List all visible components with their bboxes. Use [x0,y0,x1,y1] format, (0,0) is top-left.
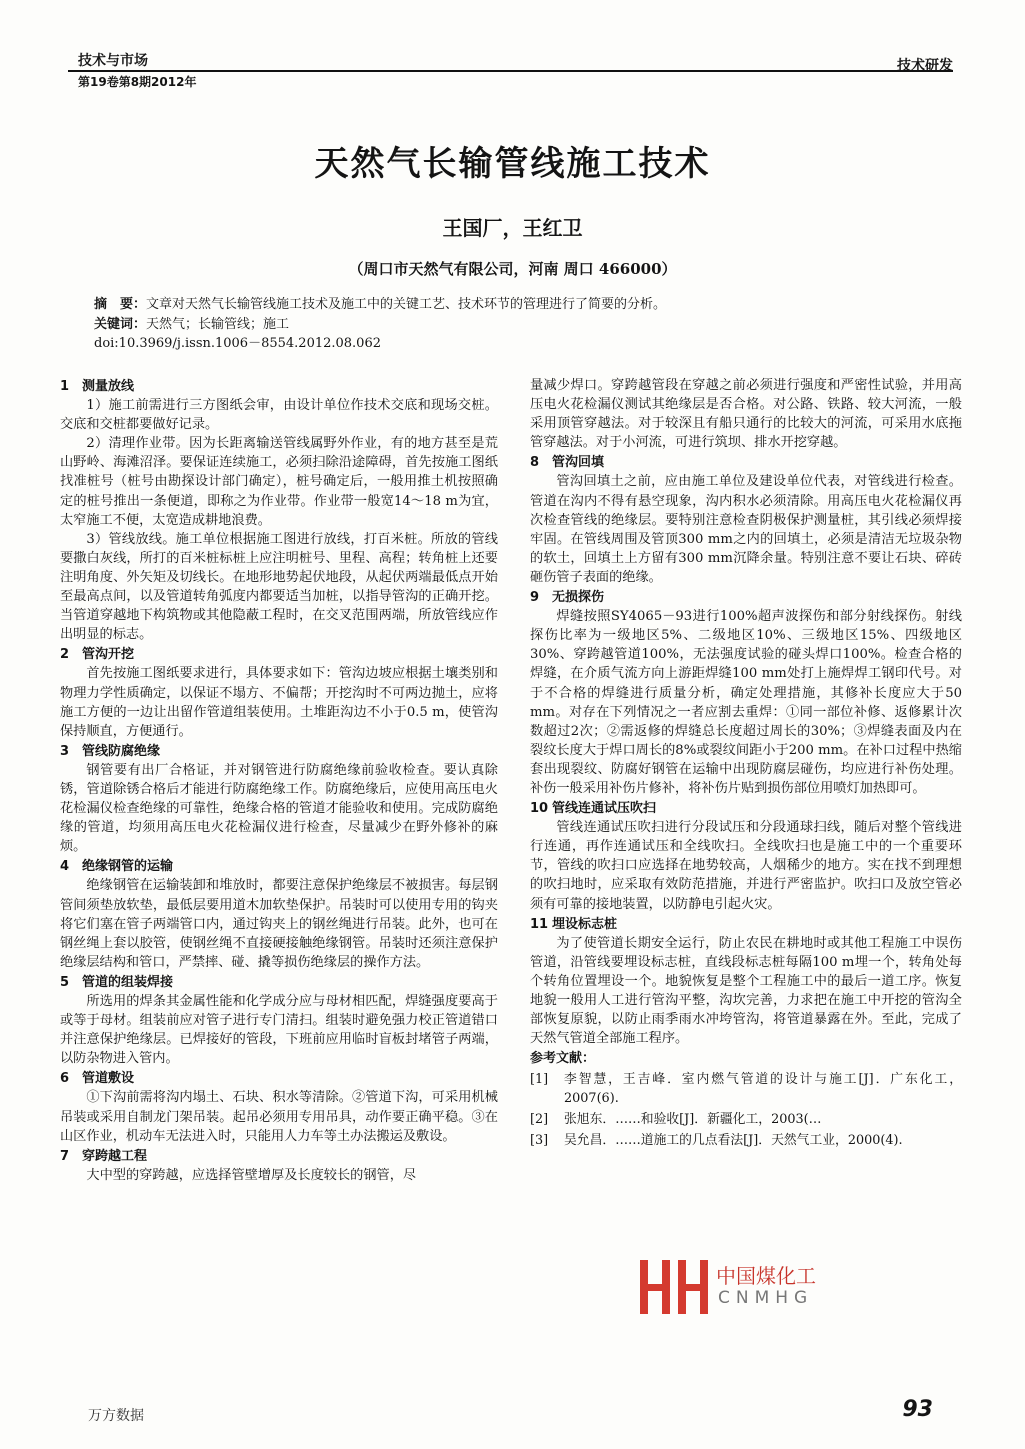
section-heading [530,915,962,934]
section-title: 管沟开挖 [82,647,135,663]
section-heading [60,742,498,761]
paragraph: ①下沟前需将沟内塌土、石块、积水等清除。②管道下沟，可采用机械吊装或采用自制龙门架吊装。起吊必须用专用吊具，动作要正确平稳。③在山区作业，机动车无法进入时，只能用人力车等土办法搬运及敷设。 [60,1090,498,1144]
paragraph: 焊缝按照SY4065－93进行100%超声波探伤和部分射线探伤。射线探伤比率为一级地区5%、二级地区10%、三级地区15%、四级地区30%、穿跨越管道100%，无法强度试验的碰头焊口100%。检查合格的焊缝，在介质气流方向上游距焊缝100 mm处打上施焊焊工钢印代号。对于不合格的焊缝进行质量分析，确定处理措施，其修补长度应大于50 mm。对存在下列情况之一者应割去重焊：①同一部位补修、返修累计次数超过2次；②需返修的焊缝总长度超过周长的30%；③焊缝表面及内在裂纹长度大于焊口周长的8%或裂纹间距小于200 mm。在补口过程中热缩套出现裂纹、防腐好钢管在运输中出现防腐层碰伤，均应进行补伤处理。补伤一般采用补伤片修补，将补伤片贴到损伤部位用喷灯加热即可。 [530,609,962,796]
section-number: 5 [60,974,70,990]
section-title: 绝缘钢管的运输 [82,859,174,875]
section-title: 无损探伤 [552,590,605,606]
journal-section: 技术与市场 [78,53,148,69]
reference-item [530,1131,962,1150]
section-title: 埋设标志桩 [552,916,618,932]
reference-text: 李智慧，王吉峰．室内燃气管道的设计与施工[J]．广东化工，2007(6). [564,1072,962,1107]
reference-text: 张旭东．……和验收[J]．新疆化工，2003(… [564,1112,822,1128]
abstract-text: 文章对天然气长输管线施工技术及施工中的关键工艺、技术环节的管理进行了简要的分析。 [146,297,667,312]
section-heading [60,377,498,396]
section-number: 10 [530,801,549,817]
section-number: 2 [60,647,70,663]
journal-column: 技术研发 [897,58,953,74]
paragraph: 管沟回填土之前，应由施工单位及建设单位代表，对管线进行检查。管道在沟内不得有悬空现象，沟内积水必须清除。用高压电火花检漏仪再次检查管线的绝缘层。要特别注意检查阴极保护测量桩，其引线必须焊接牢固。在管线周围及管顶300 mm之内的回填土，必须是清洁无垃圾杂物的软土，回填土上方留有300 mm沉降余量。特别注意不要让石块、碎砖砸伤管子表面的绝缘。 [530,474,962,585]
section-number: 8 [530,455,540,471]
watermark-logo [640,1260,840,1314]
section-heading [530,453,962,472]
abstract [94,296,954,314]
keywords-label: 关键词： [94,317,147,332]
section-number: 1 [60,379,70,394]
section-title: 管沟回填 [552,455,605,471]
reference-item [530,1110,962,1129]
paragraph: 3）管线放线。施工单位根据施工图进行放线，打百米桩。所放的管线要撒白灰线，所打的百米桩标桩上应注明桩号、里程、高程；转角桩上还要注明角度、外矢矩及切线长。在地形地势起伏地段，从起伏两端最低点开始至最高点间，以及管道转角弧度内都要适当加桩，以指导管沟的正确开挖。当管道穿越地下构筑物或其他隐蔽工程时，在交叉范围两端，所放管线应作出明显的标志。 [60,531,498,643]
paragraph: 钢管要有出厂合格证，并对钢管进行防腐绝缘前验收检查。要认真除锈，管道除锈合格后才能进行防腐绝缘工作。防腐绝缘后，应使用高压电火花检漏仪检查绝缘的可靠性，绝缘合格的管道才能验收和使用。完成防腐绝缘的管道，均须用高压电火花检漏仪进行检查，尽量减少在野外修补的麻烦。 [60,762,498,855]
section-number: 3 [60,743,70,759]
paragraph: 所选用的焊条其金属性能和化学成分应与母材相匹配，焊缝强度要高于或等于母材。组装前应对管子进行专门清扫。组装时避免强力校正管道错口并注意保护绝缘层。已焊接好的管段，下班前应用临时盲板封堵管子两端，以防杂物进入管内。 [60,994,498,1067]
reference-item [530,1070,962,1108]
paragraph: 量减少焊口。穿跨越管段在穿越之前必须进行强度和严密性试验，并用高压电火花检漏仪测试其绝缘层是否合格。对公路、铁路、较大河流，一般采用顶管穿越法。对于较深且有船只通行的比较大的河流，可采用水底拖管穿越法。对于小河流，可进行筑坝、排水开挖穿越。 [530,378,962,451]
page-number: 93 [902,1397,933,1422]
section-number: 11 [530,916,549,932]
section-heading [60,645,498,664]
paragraph: 为了使管道长期安全运行，防止农民在耕地时或其他工程施工中误伤管道，沿管线要埋设标志桩，直线段标志桩每隔100 m埋一个，转角处每个转角位置埋设一个。地貌恢复是整个工程施工中的最后一道工序。恢复地貌一般用人工进行管沟平整，沟坎完善，力求把在施工中开挖的管沟全部恢复原貌，以防止雨季雨水冲垮管沟，将管道暴露在外。至此，完成了天然气管道全部施工程序。 [530,935,962,1047]
paragraph: 1）施工前需进行三方图纸会审，由设计单位作技术交底和现场交桩。交底和交桩都要做好记录。 [60,398,498,433]
watermark-cn: 中国煤化工 [716,1264,816,1288]
section-title: 管线连通试压吹扫 [552,801,657,817]
section-number: 6 [60,1071,70,1087]
section-number: 9 [530,590,540,606]
section-number: 7 [60,1148,70,1164]
section-title: 管道敷设 [82,1071,135,1087]
section-title: 穿跨越工程 [82,1148,148,1164]
paragraph: 2）清理作业带。因为长距离输送管线属野外作业，有的地方甚至是荒山野岭、海滩沼泽。要保证连续施工，必须扫除沿途障碍，首先按施工图纸找准桩号（桩号由勘探设计部门确定），桩号确定后，一般用推土机按照确定的桩号推出一条便道，即称之为作业带。作业带一般宽14～18 m为宜，太窄施工不便，太宽造成耕地浪费。 [60,436,498,528]
keywords-text: 天然气；长输管线；施工 [146,317,290,332]
section-heading [530,799,962,818]
right-column [530,376,962,1150]
section-title: 管线防腐绝缘 [82,743,161,759]
reference-number: [2] [530,1112,549,1128]
watermark-en: CNMHG [718,1288,814,1308]
reference-number: [3] [530,1133,549,1149]
journal-issue: 第19卷第8期2012年 [78,75,197,89]
paragraph: 首先按施工图纸要求进行，具体要求如下：管沟边坡应根据土壤类别和物理力学性质确定，以保证不塌方、不偏帮；开挖沟时不可两边抛土，应将施工方便的一边让出留作管道组装使用。土堆距沟边不小于0.5 m，使管沟保持顺直，方便通行。 [60,666,498,739]
paragraph: 管线连通试压吹扫进行分段试压和分段通球扫线，随后对整个管线进行连通，再作连通试压和全线吹扫。全线吹扫也是施工中的一个重要环节，管线的吹扫口应选择在地势较高，人烟稀少的地方。实在找不到理想的吹扫地时，应采取有效防范措施，并进行严密监护。吹扫口及放空管必须有可靠的接地装置，以防静电引起火灾。 [530,820,962,912]
left-column [60,376,498,1185]
author-affiliation: （周口市天然气有限公司，河南 周口 466000） [348,260,677,278]
paper-title: 天然气长输管线施工技术 [314,144,711,184]
abstract-label: 摘 要： [94,297,147,312]
logo-bar [662,1260,670,1314]
paragraph: 绝缘钢管在运输装卸和堆放时，都要注意保护绝缘层不被损害。每层钢管间须垫放软垫，最低层要用道木加软垫保护。吊装时可以使用专用的钩夹将它们塞在管子两端管口内，通过钩夹上的钢丝绳进行吊装。此外，也可在钢丝绳上套以胶管，使钢丝绳不直接硬接触绝缘钢管。吊装时还须注意保护绝缘层结构和管口，严禁摔、碰、撬等损伤绝缘层的操作方法。 [60,878,498,970]
reference-text: 吴允昌．……道施工的几点看法[J]．天然气工业，2000(4). [564,1133,903,1149]
reference-number: [1] [530,1072,549,1088]
section-number: 4 [60,859,70,875]
section-heading [60,973,498,992]
header-rule [68,70,953,72]
section-title: 管道的组装焊接 [82,974,174,990]
section-heading [60,1147,498,1166]
paper-authors: 王国厂，王红卫 [442,216,583,240]
section-title: 测量放线 [82,379,135,394]
section-heading [530,588,962,607]
footer-source: 万方数据 [88,1408,144,1424]
references-heading: 参考文献： [530,1051,596,1067]
section-heading [60,1069,498,1088]
keywords [94,316,954,334]
logo-bar [700,1260,708,1314]
section-heading [60,857,498,876]
paragraph: 大中型的穿跨越，应选择管壁增厚及长度较长的钢管，尽 [86,1167,417,1183]
doi: doi:10.3969/j.issn.1006－8554.2012.08.062 [94,336,381,351]
